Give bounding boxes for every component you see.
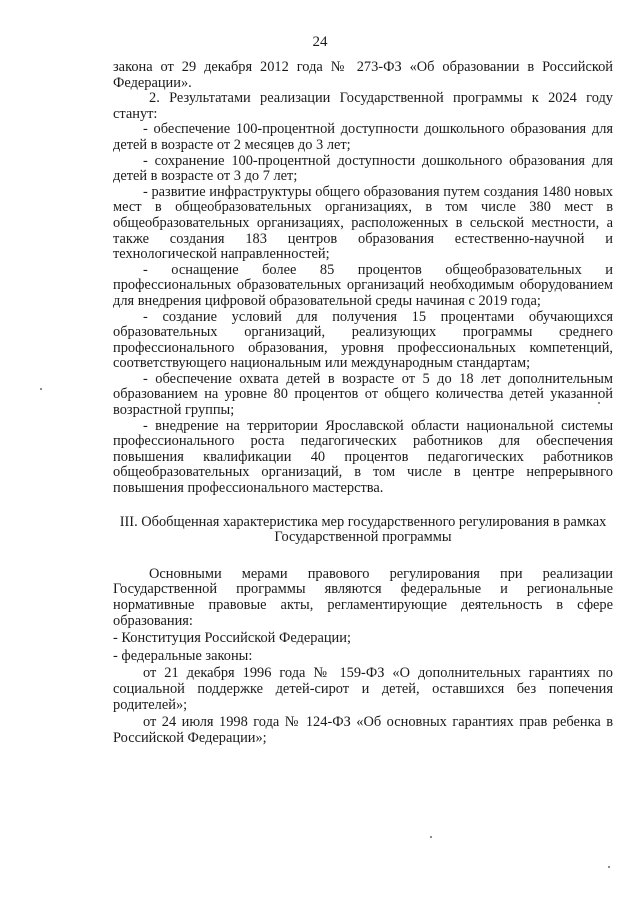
scan-speck xyxy=(598,402,600,404)
list-item-constitution: - Конституция Российской Федерации; xyxy=(113,630,351,647)
paragraph-regulation-measures: Основными мерами правового регулирования при реализации Государственной программы являются федеральные и региональные нормативные правовые акты, регламентирующие деятельность в сфере образования: xyxy=(113,565,613,629)
list-item-infrastructure: - развитие инфраструктуры общего образования путем создания 1480 новых мест в общеобразовательных организациях, в том числе 380 мест в общеобразовательных организациях, расположенных в сельской местности, а также создания 183 центров образования естественно-научной и технологической направленностей; xyxy=(113,183,613,263)
list-item-additional-education: - обеспечение охвата детей в возрасте от 5 до 18 лет дополнительным образованием на уровне 80 процентов от общего количества детей указанной возрастной группы; xyxy=(113,370,613,419)
law-item-124-fz: от 24 июля 1998 года № 124-ФЗ «Об основных гарантиях прав ребенка в Российской Федерации»; xyxy=(113,714,613,746)
list-item-preschool-2m-3y: - обеспечение 100-процентной доступности дошкольного образования для детей в возрасте от 2 месяцев до 3 лет; xyxy=(113,121,613,153)
list-item-digital-equipment: - оснащение более 85 процентов общеобразовательных и профессиональных образовательных организаций необходимым оборудованием для внедрения цифровой образовательной среды начиная с 2019 года; xyxy=(113,261,613,309)
paragraph-law-continuation: закона от 29 декабря 2012 года № 273-ФЗ «Об образовании в Российской Федерации». xyxy=(113,59,613,91)
scan-speck xyxy=(40,388,42,390)
list-item-teacher-growth: - внедрение на территории Ярославской области национальной системы профессионального роста педагогических работников для обеспечения повышения квалификации 40 процентов педагогических работников общеобразовательных организаций, в том числе в центре непрерывного повышения профессионального мастерства. xyxy=(113,417,613,497)
section-heading: III. Обобщенная характеристика мер государственного регулирования в рамках Государственной программы xyxy=(119,513,607,546)
page-number: 24 xyxy=(312,34,328,50)
document-body xyxy=(113,60,613,746)
list-item-federal-laws: - федеральные законы: xyxy=(113,647,253,664)
scan-speck xyxy=(430,836,432,838)
law-item-159-fz: от 21 декабря 1996 года № 159-ФЗ «О дополнительных гарантиях по социальной поддержке детей-сирот и детей, оставшихся без попечения родителей»; xyxy=(113,665,613,713)
scan-speck xyxy=(608,866,610,868)
list-item-preschool-3y-7y: - сохранение 100-процентной доступности дошкольного образования для детей в возрасте от 3 до 7 лет; xyxy=(113,152,613,185)
paragraph-results-intro: 2. Результатами реализации Государственной программы к 2024 году станут: xyxy=(113,90,613,122)
list-item-competencies: - создание условий для получения 15 процентами обучающихся образовательных организаций, реализующих программы среднего профессионального образования, уровня профессиональных компетенций, соответствующего национальным или международным стандартам; xyxy=(113,308,613,372)
